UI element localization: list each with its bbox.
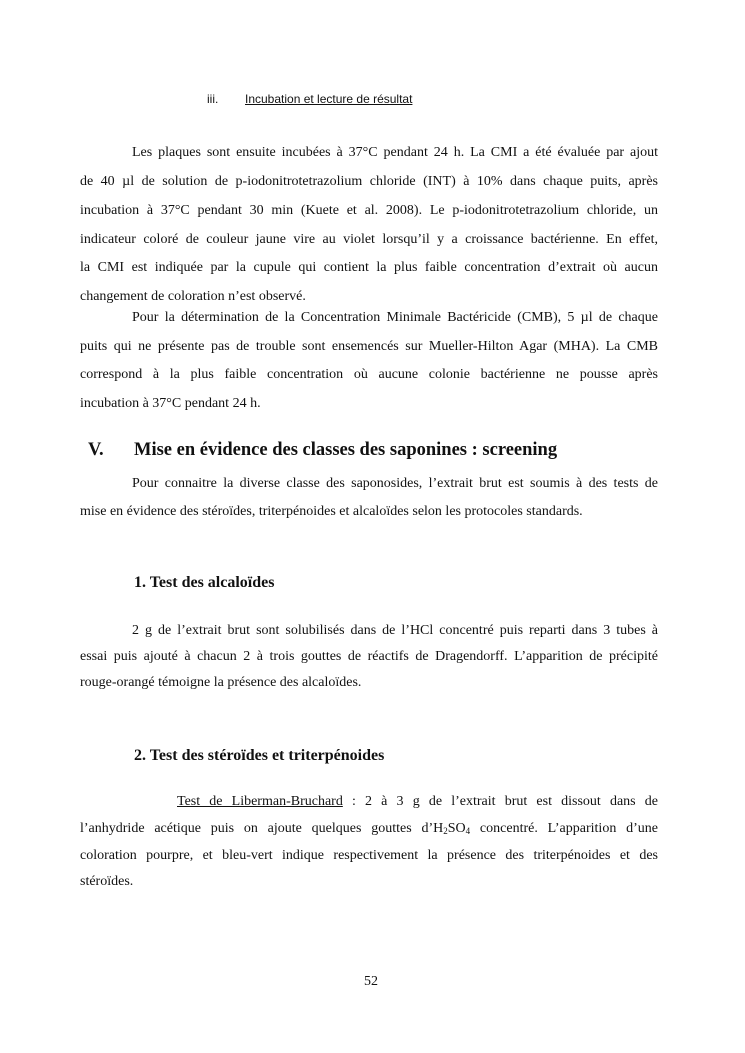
section-title: Mise en évidence des classes des saponines : screening (134, 440, 558, 460)
text: l’anhydride acétique puis on ajoute quelques gouttes d’H (80, 821, 444, 836)
subsection-title: Incubation et lecture de résultat (245, 92, 413, 106)
paragraph-line: Les plaques sont ensuite incubées à 37°C pendant 24 h. La CMI a été évaluée par ajout (132, 145, 658, 160)
paragraph-line: indicateur coloré de couleur jaune vire au violet lorsqu’il y a croissance bactérienne. En effet, (80, 232, 658, 247)
paragraph-line: de 40 µl de solution de p-iodonitrotetrazolium chloride (INT) à 10% dans chaque puits, après (80, 174, 658, 189)
paragraph-line (80, 820, 658, 838)
subscript: 2 (443, 826, 448, 836)
paragraph-line: mise en évidence des stéroïdes, triterpénoides et alcaloïdes selon les protocoles standards. (80, 504, 583, 519)
paragraph-line: changement de coloration n’est observé. (80, 289, 306, 304)
paragraph-line: incubation à 37°C pendant 24 h. (80, 396, 261, 411)
test1-heading: 1. Test des alcaloïdes (134, 574, 275, 591)
section-number: V. (88, 440, 104, 460)
paragraph-line: stéroïdes. (80, 874, 134, 889)
subscript: 4 (465, 826, 471, 836)
test2-heading: 2. Test des stéroïdes et triterpénoides (134, 747, 385, 764)
paragraph-line: Pour connaitre la diverse classe des saponosides, l’extrait brut est soumis à des tests de (132, 476, 658, 491)
text: : 2 à 3 g de l’extrait brut est dissout dans de (342, 794, 658, 809)
paragraph-line: essai puis ajouté à chacun 2 à trois gouttes de réactifs de Dragendorff. L’apparition de précipité (80, 649, 658, 664)
paragraph-line: coloration pourpre, et bleu-vert indique respectivement la présence des triterpénoides et des (80, 848, 658, 863)
text: concentré. L’apparition d’une (470, 821, 658, 836)
paragraph-line: correspond à la plus faible concentration où aucune colonie bactérienne ne pousse après (80, 367, 658, 382)
paragraph-line: la CMI est indiquée par la cupule qui contient la plus faible concentration d’extrait où aucun (80, 260, 658, 275)
paragraph-line: incubation à 37°C pendant 30 min (Kuete et al. 2008). Le p-iodonitrotetrazolium chloride, un (80, 203, 658, 218)
page-number: 52 (364, 974, 378, 989)
test-name: Test de Liberman-Bruchard (177, 794, 343, 809)
paragraph-line: 2 g de l’extrait brut sont solubilisés dans de l’HCl concentré puis reparti dans 3 tubes à (132, 623, 658, 638)
paragraph-line: puits qui ne présente pas de trouble sont ensemencés sur Mueller-Hilton Agar (MHA). La CMB (80, 339, 658, 354)
paragraph-line: Pour la détermination de la Concentration Minimale Bactéricide (CMB), 5 µl de chaque (132, 310, 658, 325)
subsection-number: iii. (207, 92, 219, 106)
paragraph-line: rouge-orangé témoigne la présence des alcaloïdes. (80, 675, 362, 690)
text: SO (447, 821, 466, 836)
paragraph-line (177, 793, 658, 811)
